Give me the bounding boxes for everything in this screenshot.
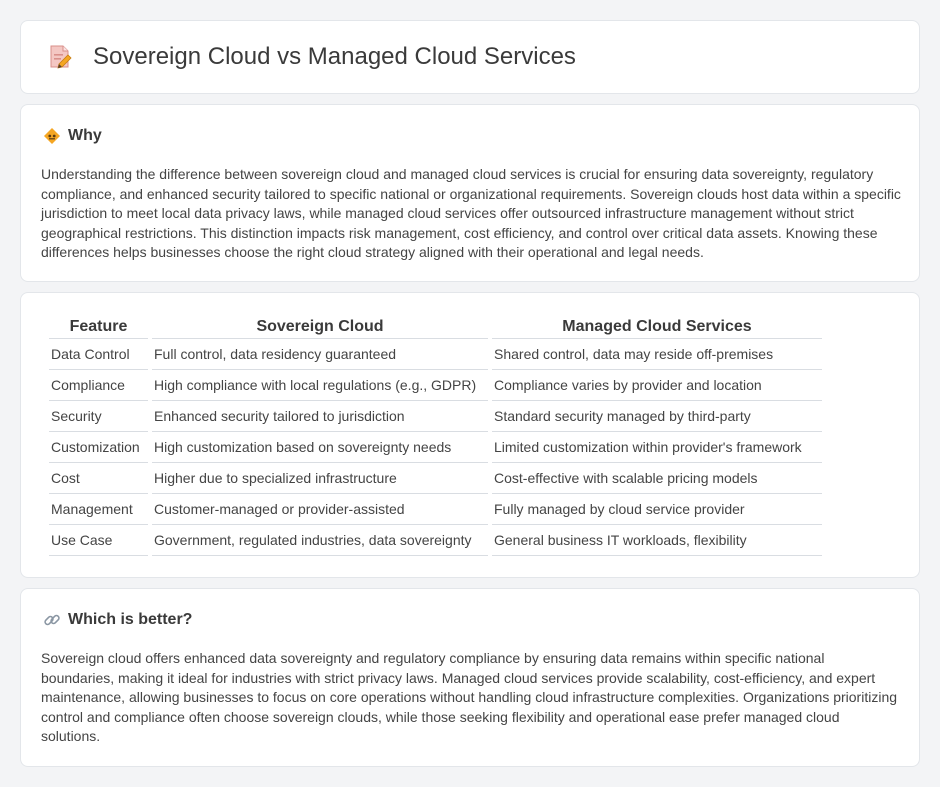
managed-cell: Standard security managed by third-party bbox=[492, 401, 822, 432]
table-header-row bbox=[49, 315, 822, 339]
better-title: Which is better? bbox=[68, 611, 193, 628]
feature-cell: Cost bbox=[49, 463, 148, 494]
header-managed-cloud: Managed Cloud Services bbox=[492, 315, 822, 339]
warning-diamond-icon bbox=[43, 127, 61, 145]
feature-cell: Data Control bbox=[49, 339, 148, 370]
feature-cell: Use Case bbox=[49, 525, 148, 556]
managed-cell: Compliance varies by provider and location bbox=[492, 370, 822, 401]
managed-cell: Shared control, data may reside off-premises bbox=[492, 339, 822, 370]
managed-cell: Limited customization within provider's framework bbox=[492, 432, 822, 463]
sovereign-cell: Customer-managed or provider-assisted bbox=[152, 494, 488, 525]
sovereign-cell: Enhanced security tailored to jurisdiction bbox=[152, 401, 488, 432]
comparison-section bbox=[20, 292, 920, 578]
managed-cell: Cost-effective with scalable pricing models bbox=[492, 463, 822, 494]
sovereign-cell: High compliance with local regulations (e.g., GDPR) bbox=[152, 370, 488, 401]
feature-cell: Management bbox=[49, 494, 148, 525]
feature-cell: Compliance bbox=[49, 370, 148, 401]
feature-cell: Security bbox=[49, 401, 148, 432]
table-row bbox=[49, 525, 822, 556]
comparison-table bbox=[45, 315, 826, 556]
why-section bbox=[20, 104, 920, 282]
link-icon bbox=[43, 611, 61, 629]
table-row bbox=[49, 339, 822, 370]
sovereign-cell: Higher due to specialized infrastructure bbox=[152, 463, 488, 494]
header-sovereign-cloud: Sovereign Cloud bbox=[152, 315, 488, 339]
table-row bbox=[49, 494, 822, 525]
managed-cell: Fully managed by cloud service provider bbox=[492, 494, 822, 525]
header-card bbox=[20, 20, 920, 94]
sovereign-cell: Government, regulated industries, data sovereignty bbox=[152, 525, 488, 556]
why-title: Why bbox=[68, 127, 102, 144]
which-is-better-section bbox=[20, 588, 920, 767]
sovereign-cell: Full control, data residency guaranteed bbox=[152, 339, 488, 370]
better-text: Sovereign cloud offers enhanced data sovereignty and regulatory compliance by ensuring data remains within specific national boundaries, making it ideal for industries with strict privacy laws. Managed cloud services provide scalability, cost-efficiency, and expert maintenance, allowing businesses to focus on core operations without handling cloud infrastructure complexities. Organizations prioritizing control and compliance often choose sovereign clouds, while those seeking flexibility and operational ease prefer managed cloud solutions. bbox=[41, 650, 898, 744]
why-text: Understanding the difference between sovereign cloud and managed cloud services is crucial for ensuring data sovereignty, regulatory compliance, and enhanced security tailored to specific national or organizational requirements. Sovereign clouds host data within a specific jurisdiction to meet local data privacy laws, while managed cloud services offer outsourced infrastructure management without strict geographical restrictions. This distinction impacts risk management, cost efficiency, and control over critical data assets. Knowing these differences helps businesses choose the right cloud strategy aligned with their operational and legal needs. bbox=[41, 166, 901, 260]
table-row bbox=[49, 401, 822, 432]
table-row bbox=[49, 463, 822, 494]
sovereign-cell: High customization based on sovereignty needs bbox=[152, 432, 488, 463]
managed-cell: General business IT workloads, flexibility bbox=[492, 525, 822, 556]
table-row bbox=[49, 432, 822, 463]
feature-cell: Customization bbox=[49, 432, 148, 463]
document-pen-icon bbox=[47, 44, 73, 70]
header-feature: Feature bbox=[49, 315, 148, 339]
page-title: Sovereign Cloud vs Managed Cloud Services bbox=[93, 43, 576, 70]
table-row bbox=[49, 370, 822, 401]
